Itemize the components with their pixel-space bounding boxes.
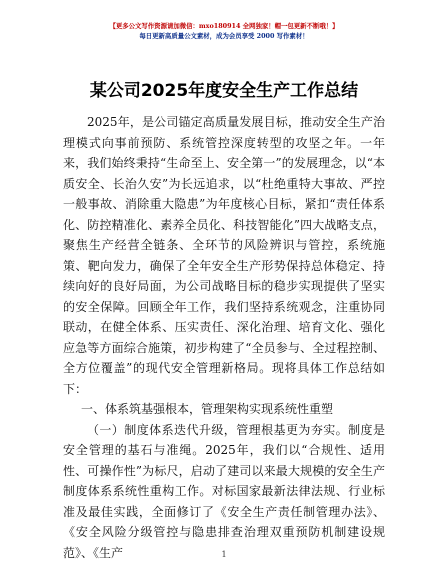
page-number: 1 [221,550,227,559]
section-heading-1: 一、体系筑基强根本，管理架构实现系统性重塑 [81,402,334,416]
promo-banner-line-2: 每日更新高质量公文素材，成为会员享受 2000 写作素材！ [139,32,309,40]
intro-paragraph: 2025年，是公司锚定高质量发展目标，推动安全生产治理模式向事前预防、系统管控深度转型的攻坚之年。一年来，我们始终秉持“生命至上、安全第一”的发展理念，以“本质安全、长治久安”为长远追求，以“杜绝重特大事故、严控一般事故、消除重大隐患”为年度核心目标，紧扣“责任体系化、防控精准化、素养全员化、科技智能化”四大战略支点，聚焦生产经营全链条、全环节的风险辨识与管控，系统施策、靶向发力，确保了全年安全生产形势保持总体稳定、持续向好的良好局面，为公司战略目标的稳步实现提供了坚实的安全保障。回顾全年工作，我们坚持系统观念，注重协同联动，在健全体系、压实责任、深化治理、培育文化、强化应急等方面综合施策，初步构建了“全员参与、全过程控制、全方位覆盖”的现代安全管理新格局。现将具体工作总结如下： [63,115,385,396]
promo-banner [0,22,448,41]
promo-banner-line-1: 【更多公文写作资源请加微信：mxo180914 全网独家！帽一包更新不断哦！】 [109,22,339,30]
document-title: 某公司2025年度安全生产工作总结 [89,81,359,101]
document-body [63,112,385,563]
section-1-paragraph: （一）制度体系迭代升级，管理根基更为夯实。制度是安全管理的基石与准绳。2025年，我们以“合规性、适用性、可操作性”为标尺，启动了建司以来最大规模的安全生产制度体系系统性重构工作。对标国家最新法律法规、行业标准及最佳实践，全面修订了《安全生产责任制管理办法》、《安全风险分级管控与隐患排查治理双重预防机制建设规范》、《生产 [63,422,385,560]
